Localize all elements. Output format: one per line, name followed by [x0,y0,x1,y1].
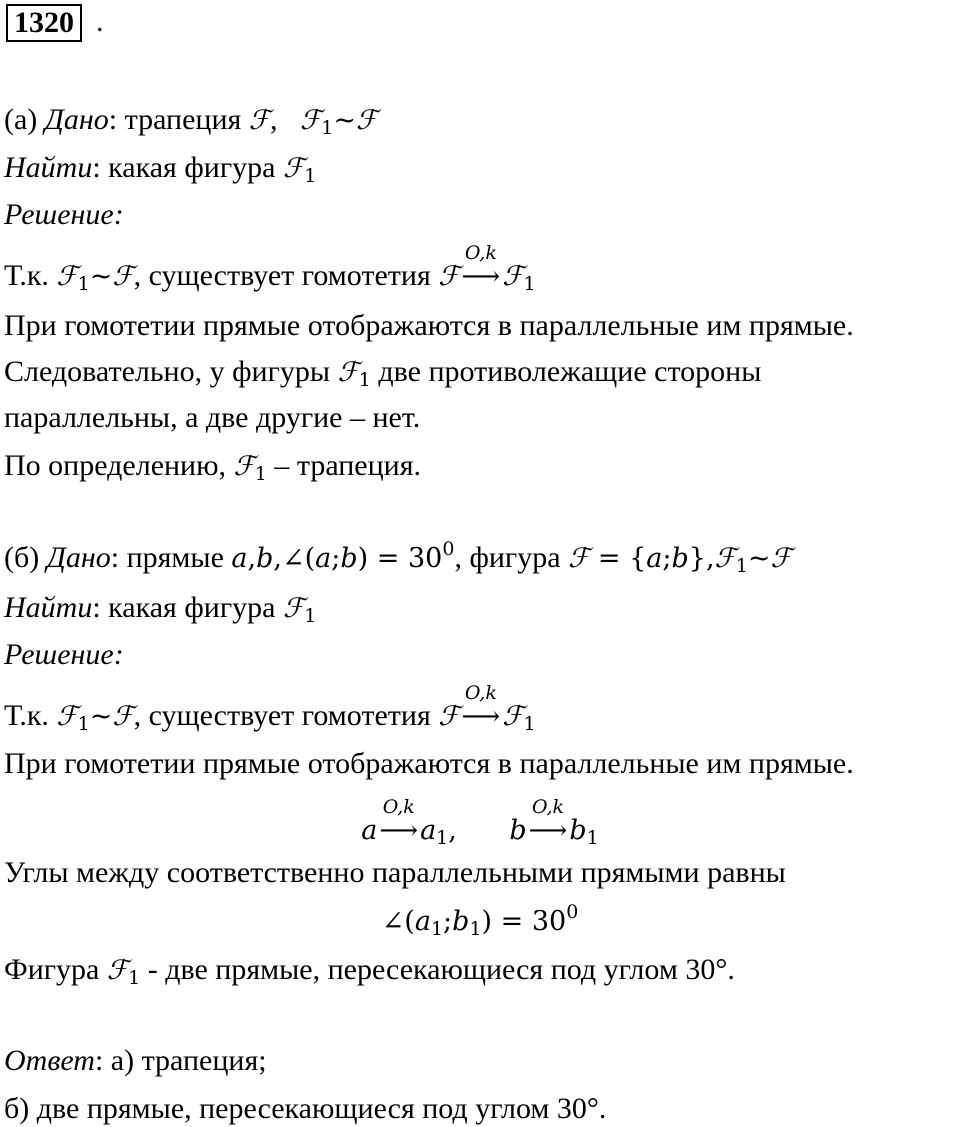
problem-number-dot: . [96,5,104,38]
homothety-arrow: O,k ⟶ [461,242,501,292]
part-a-line1: При гомотетии прямые отображаются в параллельные им прямые. [4,309,854,342]
part-b-line2: Углы между соответственно параллельными прямыми равны [4,856,786,889]
answer-line2: б) две прямые, пересекающиеся под углом 30°. [4,1092,607,1125]
part-b-homothety-line: Т.к. ℱ$_1$~ℱ, существует гомотетия ℱ O,k ⟶ℱ$_1$ [4,682,536,735]
part-b-angle-formula: $\angle(a_1;b_1) = 30^0$ [381,901,579,940]
given-label: Дано [44,103,109,136]
answer-line1: Ответ: а) трапеция; [4,1044,267,1077]
part-b-find-line: Найти: какая фигура ℱ$_1$ [4,591,317,627]
part-b-line1: При гомотетии прямые отображаются в параллельные им прямые. [4,747,854,780]
part-a-find-line: Найти: какая фигура ℱ$_1$ [4,151,317,187]
given-label: Дано [46,541,111,574]
part-b-line3: Фигура ℱ$_1$ - две прямые, пересекающиеся под углом 30°. [4,953,735,989]
part-b-given-line: (б) Дано: прямые a,b,∠(a;b) = $30^0$, фигура ℱ = {a;b},ℱ$_1$~ℱ [4,538,792,577]
part-b-solution-label: Решение: [4,638,124,671]
part-a-homothety-line: Т.к. ℱ$_1$~ℱ, существует гомотетия ℱ O,k ⟶ℱ$_1$ [4,242,536,295]
part-b-mapping-formula: a O,k $⟶a_1$, b O,k $⟶b_1$ [361,796,599,849]
homothety-arrow: O,k ⟶ [461,682,501,732]
find-label: Найти [4,591,93,624]
part-a-solution-label: Решение: [4,198,124,231]
answer-label: Ответ [4,1044,95,1077]
part-a-line2: Следовательно, у фигуры ℱ$_1$ две противолежащие стороны [4,355,762,391]
find-label: Найти [4,151,93,184]
part-a-given-line: (а) Дано: трапеция ℱ, ℱ$_1$~ℱ [4,103,378,139]
problem-number: 1320 [6,4,82,42]
part-a-line4: По определению, ℱ$_1$ – трапеция. [4,449,422,485]
part-a-line3: параллельны, а две другие – нет. [4,401,421,434]
